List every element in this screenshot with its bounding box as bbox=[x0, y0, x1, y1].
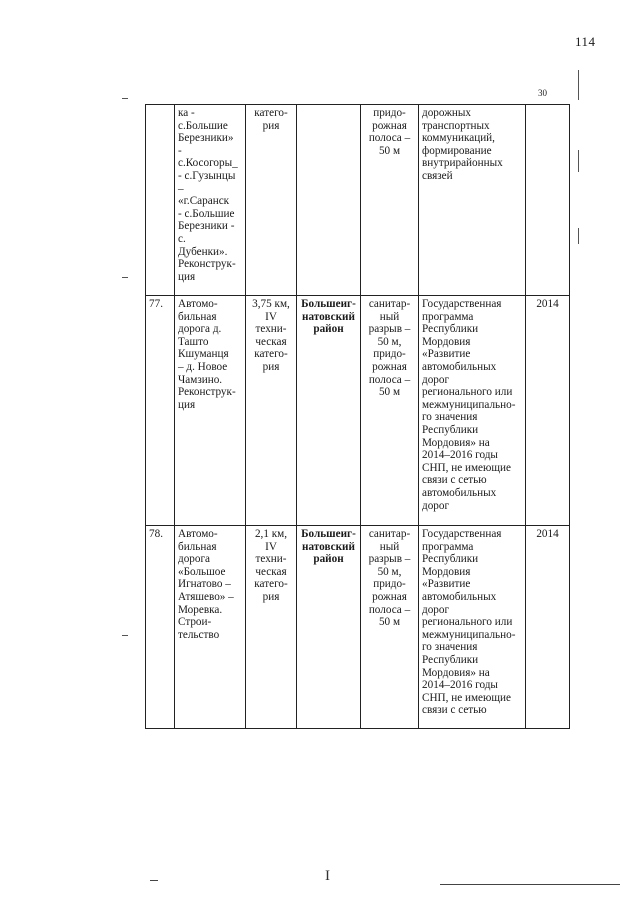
project-year: 2014 bbox=[526, 526, 570, 729]
row-number: 78. bbox=[146, 526, 175, 729]
table-row bbox=[146, 526, 570, 729]
project-district: Большеиг- натовский район bbox=[297, 526, 361, 729]
row-number: 77. bbox=[146, 296, 175, 526]
bottom-mark: I bbox=[325, 868, 330, 884]
margin-mark bbox=[578, 150, 579, 172]
project-name: ка - с.Большие Березники» - с.Косогоры_ - с.Гузынцы – «г.Саранск - с.Большие Березники - с. Дубенки». Реконструк- ция bbox=[175, 105, 246, 296]
project-district bbox=[297, 105, 361, 296]
project-name: Автомо- бильная дорога д. Ташто Кшуманця – д. Новое Чамзино. Реконструк- ция bbox=[175, 296, 246, 526]
bottom-rule bbox=[440, 884, 620, 885]
row-number bbox=[146, 105, 175, 296]
margin-mark bbox=[122, 98, 128, 99]
project-length: 3,75 км, IV техни- ческая катего- рия bbox=[246, 296, 297, 526]
project-program: дорожных транспортных коммуникаций, формирование внутрирайонных связей bbox=[419, 105, 526, 296]
margin-mark bbox=[578, 228, 579, 244]
project-year: 2014 bbox=[526, 296, 570, 526]
project-year bbox=[526, 105, 570, 296]
scan-dash bbox=[150, 880, 158, 881]
project-program: Государственная программа Республики Мордовия «Развитие автомобильных дорог регионального или межмуниципально- го значения Республики Мордовия» на 2014–2016 годы СНП, не имеющие связи с сетью автомобильных дорог bbox=[419, 296, 526, 526]
margin-mark bbox=[122, 277, 128, 278]
project-zone: санитар- ный разрыв – 50 м, придо- рожная полоса – 50 м bbox=[361, 296, 419, 526]
margin-mark bbox=[122, 635, 128, 636]
table-row bbox=[146, 105, 570, 296]
page-number: 114 bbox=[575, 34, 596, 49]
sub-page-number: 30 bbox=[538, 88, 547, 98]
project-length: 2,1 км, IV техни- ческая катего- рия bbox=[246, 526, 297, 729]
road-projects-table bbox=[145, 104, 570, 729]
project-zone: санитар- ный разрыв – 50 м, придо- рожная полоса – 50 м bbox=[361, 526, 419, 729]
project-district: Большеиг- натовский район bbox=[297, 296, 361, 526]
margin-mark bbox=[578, 70, 579, 100]
project-name: Автомо- бильная дорога «Большое Игнатово – Атяшево» – Моревка. Строи- тельство bbox=[175, 526, 246, 729]
project-length: катего- рия bbox=[246, 105, 297, 296]
project-program: Государственная программа Республики Мордовия «Развитие автомобильных дорог регионального или межмуниципально- го значения Республики Мордовия» на 2014–2016 годы СНП, не имеющие связи с сетью bbox=[419, 526, 526, 729]
project-zone: придо- рожная полоса – 50 м bbox=[361, 105, 419, 296]
table-row bbox=[146, 296, 570, 526]
